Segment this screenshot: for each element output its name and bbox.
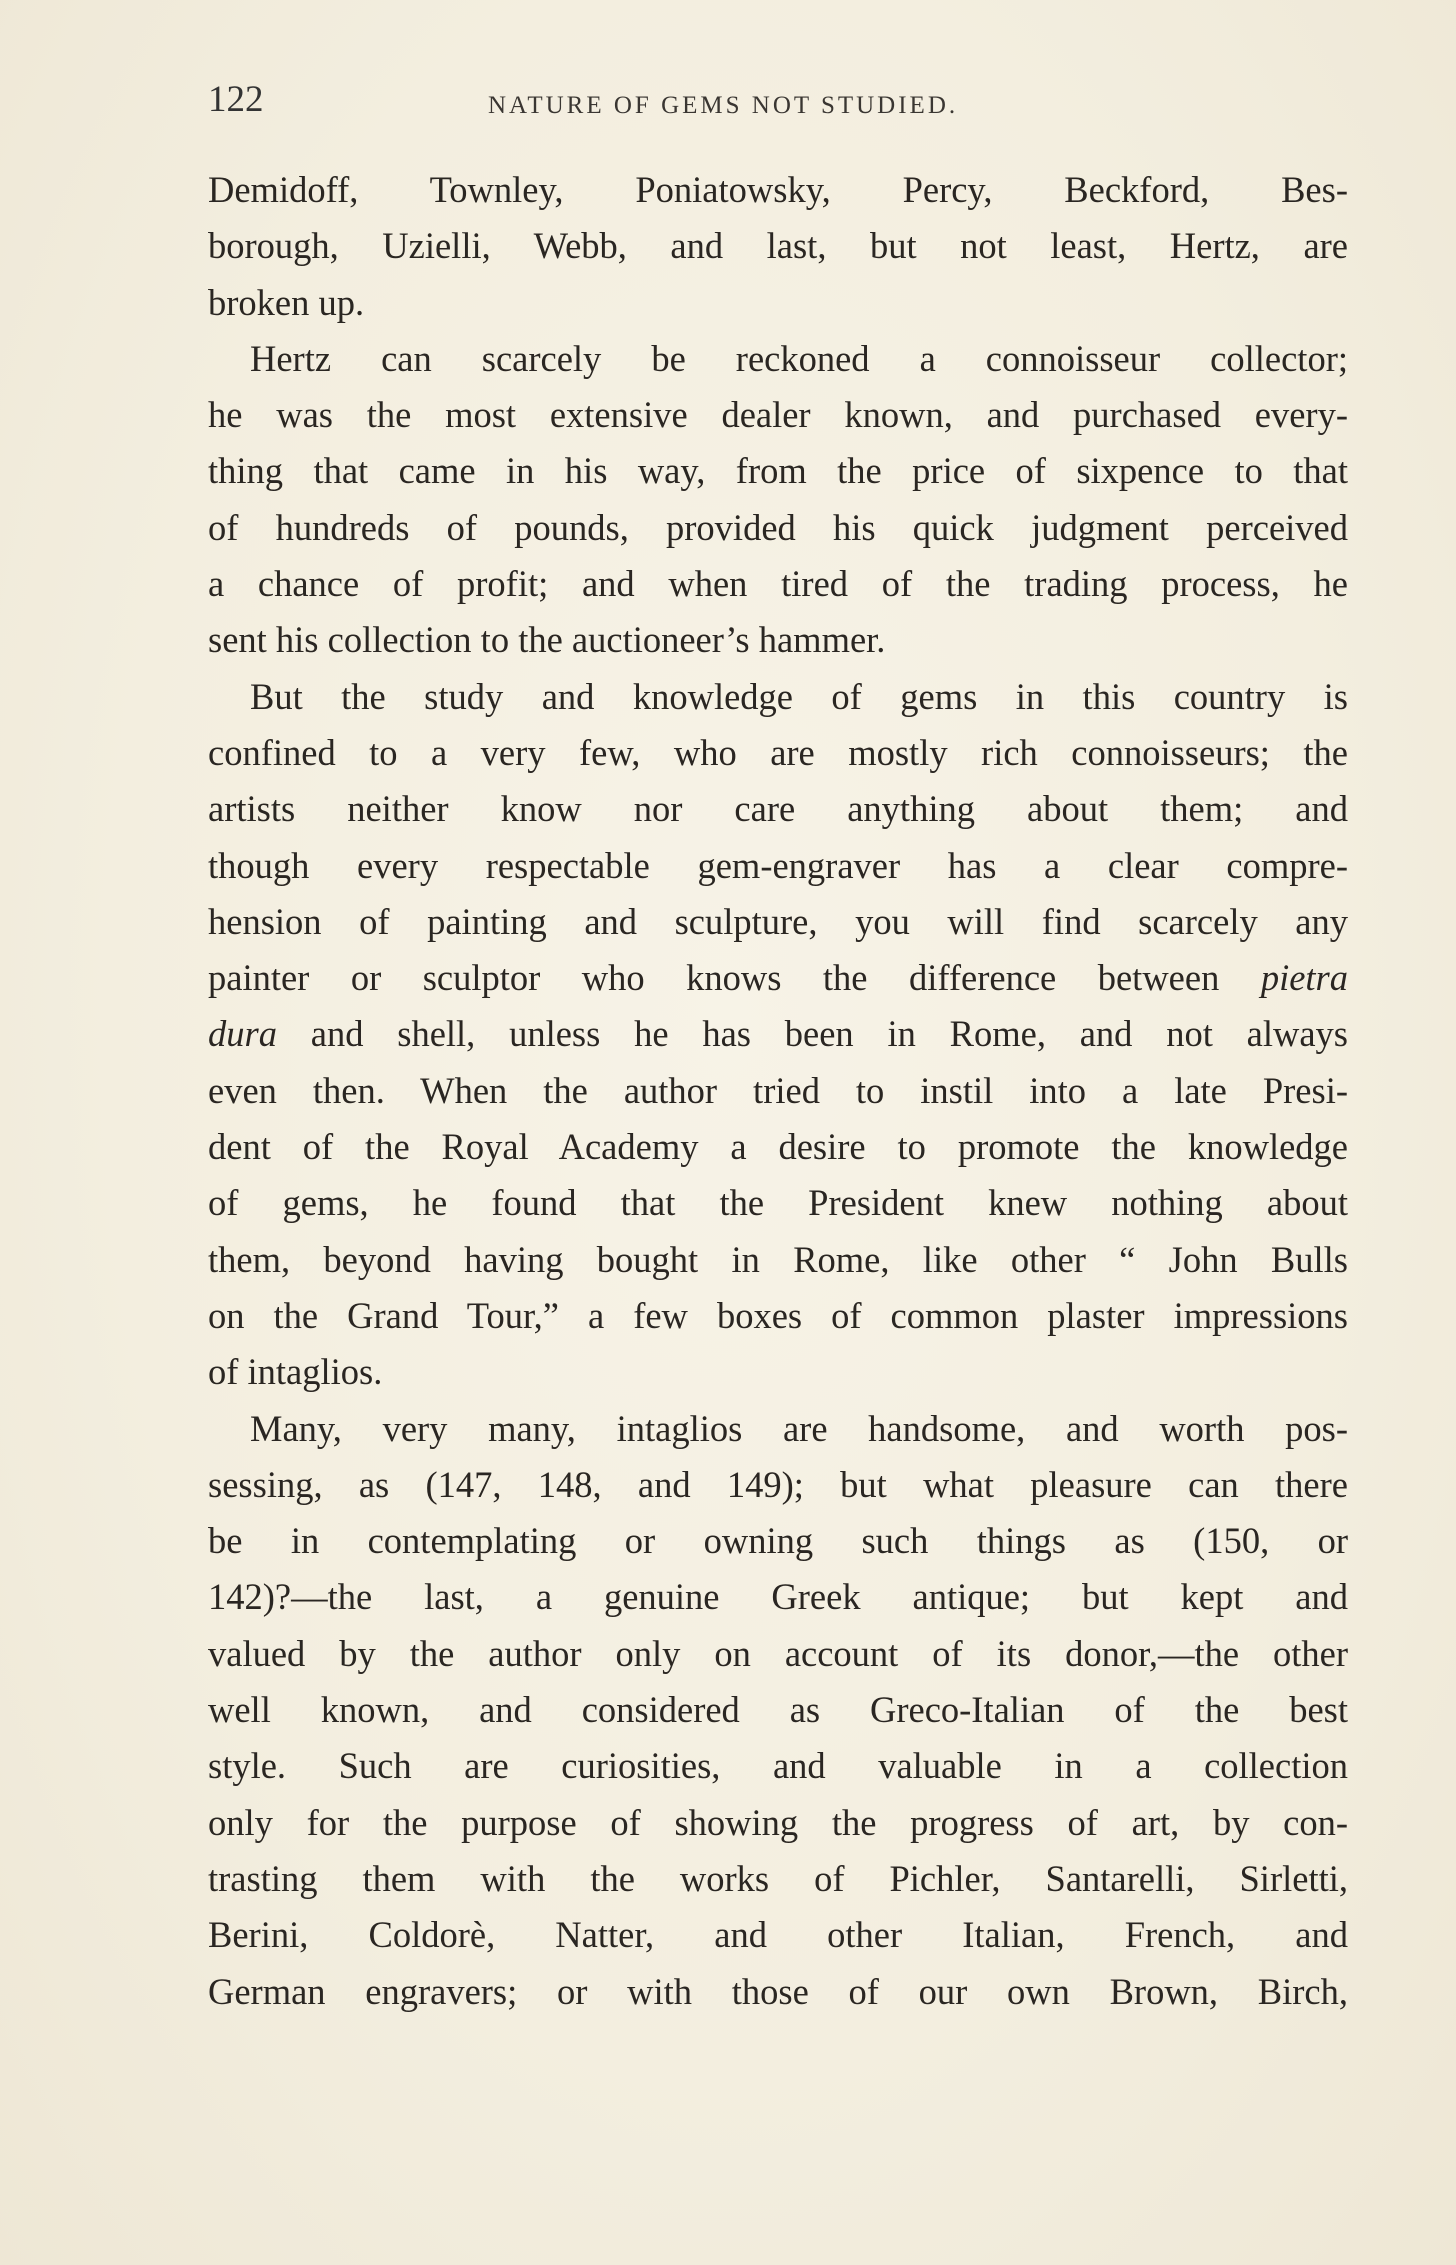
text-line: he was the most extensive dealer known, and purchased every- bbox=[208, 394, 1348, 436]
text-line: trasting them with the works of Pichler, Santarelli, Sirletti, bbox=[208, 1857, 1348, 1899]
text-line: sent his collection to the auctioneer’s hammer. bbox=[208, 619, 886, 661]
text-line: of hundreds of pounds, provided his quick judgment perceived bbox=[208, 506, 1348, 548]
text-line: of intaglios. bbox=[208, 1351, 383, 1393]
italic-term: pietra bbox=[1260, 957, 1348, 999]
text-line: of gems, he found that the President knew nothing about bbox=[208, 1182, 1348, 1224]
text-line: But the study and knowledge of gems in this country is bbox=[250, 675, 1348, 717]
text-line: dent of the Royal Academy a desire to promote the knowledge bbox=[208, 1126, 1348, 1168]
text-line: thing that came in his way, from the price of sixpence to that bbox=[208, 450, 1348, 492]
text-line: artists neither know nor care anything about them; and bbox=[208, 788, 1348, 830]
text-line: Many, very many, intaglios are handsome, and worth pos- bbox=[250, 1407, 1348, 1449]
text-line: even then. When the author tried to instil into a late Presi- bbox=[208, 1069, 1348, 1111]
text-line: hension of painting and sculpture, you will find scarcely any bbox=[208, 900, 1348, 942]
text-line: borough, Uzielli, Webb, and last, but not least, Hertz, are bbox=[208, 225, 1348, 267]
text-segment: and shell, unless he has been in Rome, and not always bbox=[276, 1013, 1348, 1055]
text-line: Berini, Coldorè, Natter, and other Italian, French, and bbox=[208, 1914, 1348, 1956]
text-line bbox=[208, 950, 1348, 1006]
text-line: style. Such are curiosities, and valuable in a collection bbox=[208, 1745, 1348, 1787]
page-number: 122 bbox=[208, 79, 264, 120]
text-line: well known, and considered as Greco-Italian of the best bbox=[208, 1689, 1348, 1731]
text-line bbox=[208, 1006, 1348, 1062]
text-line: German engravers; or with those of our own Brown, Birch, bbox=[208, 1970, 1348, 2012]
text-line: only for the purpose of showing the progress of art, by con- bbox=[208, 1801, 1348, 1843]
text-line: valued by the author only on account of its donor,—the other bbox=[208, 1632, 1348, 1674]
page-header bbox=[208, 70, 1348, 130]
text-line: though every respectable gem-engraver has a clear compre- bbox=[208, 844, 1348, 886]
italic-term: dura bbox=[208, 1013, 277, 1055]
text-line: sessing, as (147, 148, and 149); but what pleasure can there bbox=[208, 1463, 1348, 1505]
text-line: Demidoff, Townley, Poniatowsky, Percy, Beckford, Bes- bbox=[208, 169, 1348, 210]
text-line: them, beyond having bought in Rome, like other “ John Bulls bbox=[208, 1238, 1348, 1280]
body-text bbox=[208, 162, 1348, 2020]
text-line: Hertz can scarcely be reckoned a connoisseur collector; bbox=[250, 337, 1348, 379]
text-line: broken up. bbox=[208, 281, 365, 323]
text-line: confined to a very few, who are mostly rich connoisseurs; the bbox=[208, 731, 1348, 773]
text-line: be in contemplating or owning such things as (150, or bbox=[208, 1520, 1348, 1562]
text-line: on the Grand Tour,” a few boxes of common plaster impressions bbox=[208, 1294, 1348, 1336]
running-title: NATURE OF GEMS NOT STUDIED. bbox=[488, 92, 959, 119]
text-segment: painter or sculptor who knows the difference between bbox=[208, 957, 1261, 999]
text-line: a chance of profit; and when tired of the trading process, he bbox=[208, 563, 1348, 605]
text-line: 142)?—the last, a genuine Greek antique; but kept and bbox=[208, 1576, 1348, 1618]
